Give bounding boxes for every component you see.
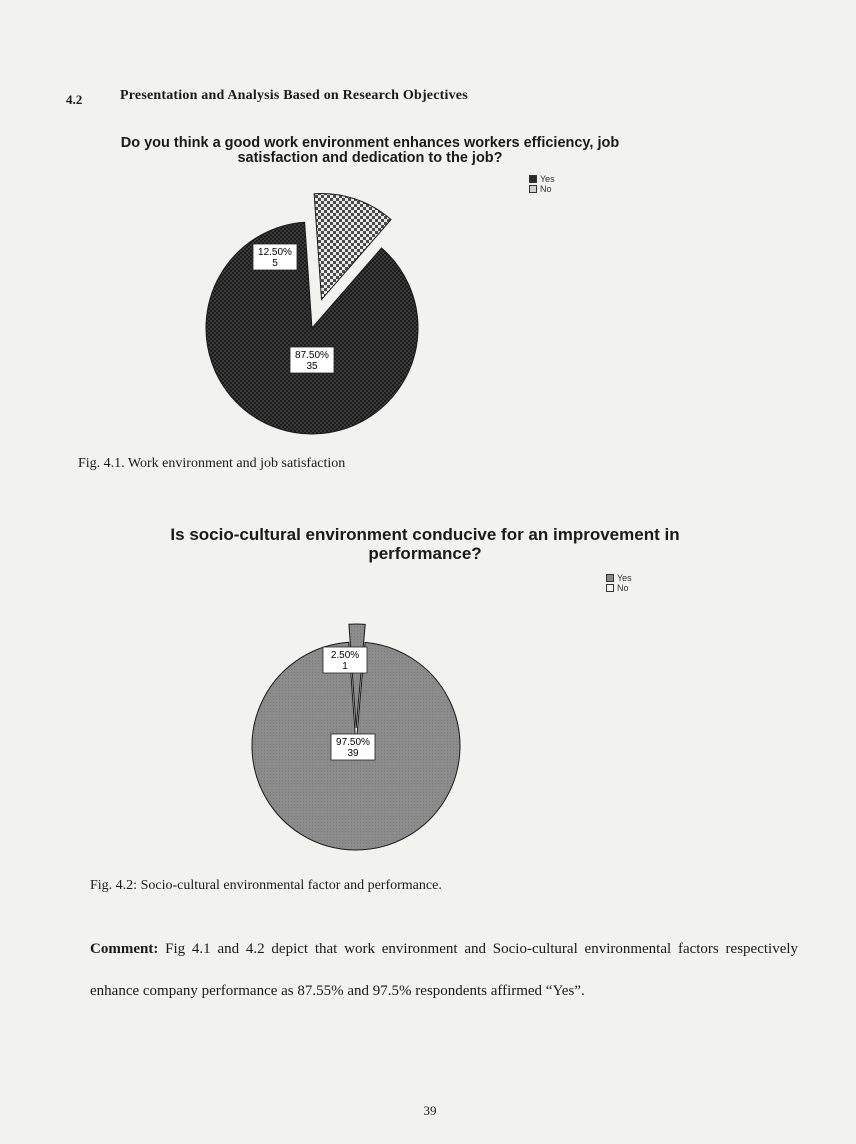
pie-chart-1: [206, 194, 418, 434]
pie1-label-no: [253, 244, 297, 270]
chart1-legend-no-label: No: [540, 184, 552, 194]
chart1-title: Do you think a good work environment enhances workers efficiency, job satisfaction and dedication to the job?: [120, 135, 620, 167]
pie2-label-no: [323, 647, 367, 673]
pie1-label-no-count: 5: [272, 258, 278, 269]
chart2-legend-yes-label: Yes: [617, 573, 632, 583]
page-number: 39: [423, 1103, 437, 1118]
chart2-title: Is socio-cultural environment conducive for an improvement in performance?: [170, 525, 680, 563]
chart1-legend-yes-label: Yes: [540, 174, 555, 184]
pie2-label-no-count: 1: [342, 661, 348, 672]
pie2-label-yes-percent: 97.50%: [336, 737, 370, 748]
comment-text: Fig 4.1 and 4.2 depict that work environment and Socio-cultural environmental factors respectively enhance company performance as 87.55% and 97.5% respondents affirmed “Yes”.: [90, 941, 799, 999]
chart2-legend-no-label: No: [617, 583, 629, 593]
pie1-label-no-percent: 12.50%: [258, 247, 292, 258]
pie-chart-2: [252, 624, 460, 850]
pie2-label-no-percent: 2.50%: [330, 650, 360, 661]
comment-label: Comment:: [90, 941, 159, 957]
pie1-slice-yes: [206, 222, 418, 434]
section-number: 4.2: [66, 92, 83, 107]
section-title: Presentation and Analysis Based on Research Objectives: [120, 88, 468, 103]
pie2-label-yes: [331, 734, 375, 760]
pie1-label-yes: [290, 347, 334, 373]
pie1-label-yes-percent: 87.50%: [295, 350, 329, 361]
comment-paragraph: [90, 928, 798, 1012]
pie1-label-yes-count: 35: [306, 361, 318, 372]
figure-2-caption: Fig. 4.2: Socio-cultural environmental factor and performance.: [90, 878, 442, 893]
figure-1-caption: Fig. 4.1. Work environment and job satisfaction: [78, 456, 346, 471]
pie2-label-yes-count: 39: [347, 748, 359, 759]
